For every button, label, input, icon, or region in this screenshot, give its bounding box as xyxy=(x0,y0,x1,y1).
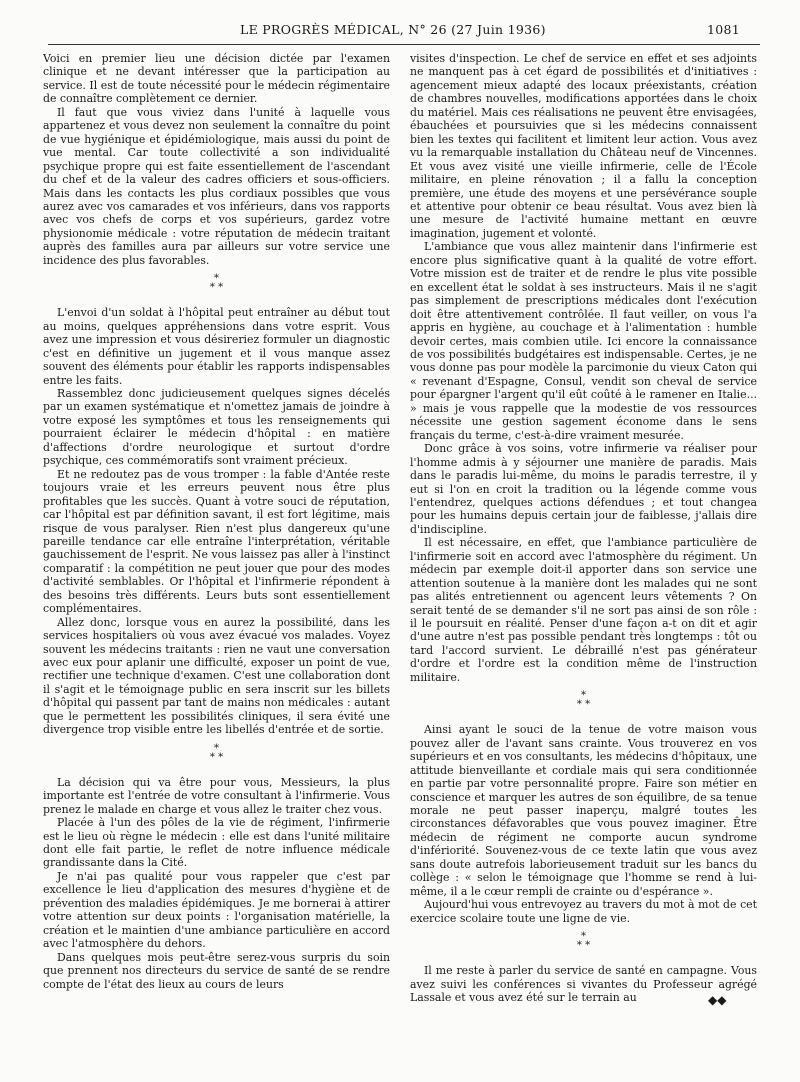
page-number: 1081 xyxy=(706,22,740,37)
paragraph: Donc grâce à vos soins, votre infirmerie va réaliser pour l'homme admis à y séjourner une manière de paradis. Mais dans le paradis lui-même, du moins le paradis terrestre, il y eut si l'on en croit la tradition ou la légende comme vous l'entendrez, quelques actions défendues ; et tout changea pour les humains depuis certain jour de faiblesse, j'allais dire d'indiscipline. xyxy=(410,442,757,536)
paragraph: Il faut que vous viviez dans l'unité à laquelle vous appartenez et vous devez non seulement la connaître du point de vue hygiénique et épidémiologique, mais aussi du point de vue mental. Car toute collectivité a son individualité psychique propre qui est faite essentiellement de l'ascendant du chef et de la valeur des cadres officiers et sous-officiers. Mais dans les contacts les plus cordiaux possibles que vous aurez avec vos camarades et vos inférieurs, dans vos rapports avec vos chefs de corps et vos supérieurs, gardez votre physionomie médicale : votre réputation de médecin traitant auprès des familles aura par ailleurs sur votre service une incidence des plus favorables. xyxy=(43,105,390,267)
paragraph: Rassemblez donc judicieusement quelques signes décelés par un examen systématique et n'omettez jamais de joindre à votre exposé les symptômes et tous les renseignements qui pourraient éclairer le médecin d'hôpital : en matière d'affections d'ordre neurologique et surtout d'ordre psychique, ces commémoratifs sont vraiment précieux. xyxy=(43,386,390,468)
section-separator: * * * xyxy=(576,931,591,952)
paragraph: Aujourd'hui vous entrevoyez au travers du mot à mot de cet exercice scolaire toute une ligne de vie. xyxy=(410,898,757,925)
section-separator: * * * xyxy=(209,742,224,763)
paragraph: Allez donc, lorsque vous en aurez la possibilité, dans les services hospitaliers où vous avez évacué vos malades. Voyez souvent les médecins traitants : rien ne vaut une conversation avec eux pour aplanir une difficulté, exposer un point de vue, rectifier une technique d'examen. C'est une collaboration dont il s'agit et le témoignage public en sera inscrit sur les billets d'hôpital qui passent par tant de mains non médicales : autant que le permettent les possibilités cliniques, il sera évité une divergence trop visible entre les libellés d'entrée et de sortie. xyxy=(43,615,390,737)
paragraph: Il est nécessaire, en effet, que l'ambiance particulière de l'infirmerie soit en accord avec l'atmosphère du régiment. Un médecin par exemple doit-il apporter dans son service une attention soutenue à la manière dont les malades qui ne sont pas alités entretiennent ou agencent leurs vêtements ? On serait tenté de se demander s'il ne sort pas ainsi de son rôle : il le poursuit en réalité. Penser d'une façon a-t on dit et agir d'une autre n'est pas possible pendant très longtemps : tôt ou tard l'accord survient. Le débraillé n'est pas générateur d'ordre et l'ordre est la condition même de l'instruction militaire. xyxy=(410,536,757,684)
section-separator: * * * xyxy=(209,273,224,294)
paragraph: Voici en premier lieu une décision dictée par l'examen clinique et ne devant intéresser que la participation au service. Il est de toute nécessité pour le médecin régimentaire de connaître complètement ce dernier. xyxy=(43,52,390,106)
header-rule xyxy=(48,44,760,45)
paragraph: Placée à l'un des pôles de la vie de régiment, l'infirmerie est le lieu où règne le médecin : elle est dans l'unité militaire dont elle fait partie, le reflet de notre influence médicale grandissante dans la Cité. xyxy=(43,816,390,870)
paragraph: visites d'inspection. Le chef de service en effet et ses adjoints ne manquent pas à cet égard de possibilités et d'initiatives : agencement mieux adapté des locaux préexistants, création de chambres nouvelles, modifications apportées dans le choix du matériel. Mais ces réalisations ne peuvent être envisagées, ébauchées et poursuivies que si les médecins connaissent bien les textes qui facilitent et limitent leur action. Vous avez vu la remarquable installation du Château neuf de Vincennes. Et vous avez visité une vieille infirmerie, celle de l'École militaire, en pleine rénovation ; il a fallu la conception première, une étude des moyens et une persévérance souple et attentive pour obtenir ce beau résultat. Vous avez bien là une mesure de l'activité humaine mettant en œuvre imagination, jugement et volonté. xyxy=(410,52,757,240)
paragraph: L'envoi d'un soldat à l'hôpital peut entraîner au début tout au moins, quelques appréhensions dans votre esprit. Vous avez une impression et vous désireriez formuler un diagnostic c'est en définitive un jugement et il vous manque assez souvent des éléments pour établir les rapports indispensables entre les faits. xyxy=(43,306,390,387)
paragraph: Je n'ai pas qualité pour vous rappeler que c'est par excellence le lieu d'application des mesures d'hygiène et de prévention des maladies épidémiques. Je me bornerai à attirer votre attention sur deux points : l'organisation matérielle, la création et le maintien d'une ambiance particulière en accord avec l'atmosphère du dehors. xyxy=(43,869,390,951)
right-column xyxy=(410,52,757,1062)
paragraph: La décision qui va être pour vous, Messieurs, la plus importante est l'entrée de votre consultant à l'infirmerie. Vous prenez le malade en charge et vous allez le traiter chez vous. xyxy=(43,775,390,816)
paragraph: Et ne redoutez pas de vous tromper : la fable d'Antée reste toujours vraie et les erreurs peuvent nous être plus profitables que les succès. Quant à votre souci de réputation, car l'hôpital est par définition savant, il est fort légitime, mais risque de vous paralyser. Rien n'est plus dangereux qu'une pareille tendance car elle entraîne l'interprétation, véritable gauchissement de l'esprit. Ne vous laissez pas aller à l'instinct comparatif : la compétition ne peut jouer que pour des modes d'activité semblables. Or l'hôpital et l'infirmerie répondent à des besoins très différents. Leurs buts sont essentiellement complémentaires. xyxy=(43,467,390,616)
paragraph: L'ambiance que vous allez maintenir dans l'infirmerie est encore plus significative quant à la qualité de votre effort. Votre mission est de traiter et de rendre le plus vite possible en excellent état le soldat à ses instructeurs. Mais il ne s'agit pas simplement de prescriptions médicales dont l'exécution doit être attentivement contrôlée. Il faut veiller, on vous l'a appris en hygiène, au couchage et à l'alimentation : humble devoir certes, mais combien utile. Ici encore la connaissance de vos possibilités budgétaires est indispensable. Certes, je ne vous donne pas pour modèle la parcimonie du vieux Caton qui « revenant d'Espagne, Consul, vendit son cheval de service pour épargner l'argent qu'il eût coûté à le ramener en Italie... » mais je vous rappelle que la modestie de vos ressources nécessite une gestion sagement économe dans le sens français du terme, c'est-à-dire vraiment mesurée. xyxy=(410,240,757,442)
journal-title: LE PROGRÈS MÉDICAL, N° 26 (27 Juin 1936) xyxy=(240,22,546,37)
left-column xyxy=(43,52,390,1062)
section-separator: * * * xyxy=(576,690,591,711)
paragraph: Dans quelques mois peut-être serez-vous surpris du soin que prennent nos directeurs du service de santé de se rendre compte de l'état des lieux au cours de leurs xyxy=(43,950,390,991)
paragraph: Ainsi ayant le souci de la tenue de votre maison vous pouvez aller de l'avant sans crainte. Vous trouverez en vos supérieurs et en vos consultants, les médecins d'hôpitaux, une attitude bienveillante et cordiale mais qui sera conditionnée en partie par votre personnalité propre. Faire son métier en conscience et marquer les autres de son équilibre, de sa tenue morale ne peut passer inaperçu, malgré toutes les circonstances défavorables que vous pouvez imaginer. Être médecin de régiment ne comporte aucun syndrome d'infériorité. Souvenez-vous de ce texte latin que vous avez sans doute autrefois laborieusement traduit sur les bancs du collège : « selon le témoignage que l'homme se rend à lui-même, il a le cœur rempli de crainte ou d'espérance ». xyxy=(410,723,757,898)
end-ornament: ◆◆ xyxy=(708,993,727,1007)
paragraph: Il me reste à parler du service de santé en campagne. Vous avez suivi les conférences si vivantes du Professeur agrégé Lassale et vous avez été sur le terrain au xyxy=(410,964,757,1004)
running-header xyxy=(60,22,740,40)
